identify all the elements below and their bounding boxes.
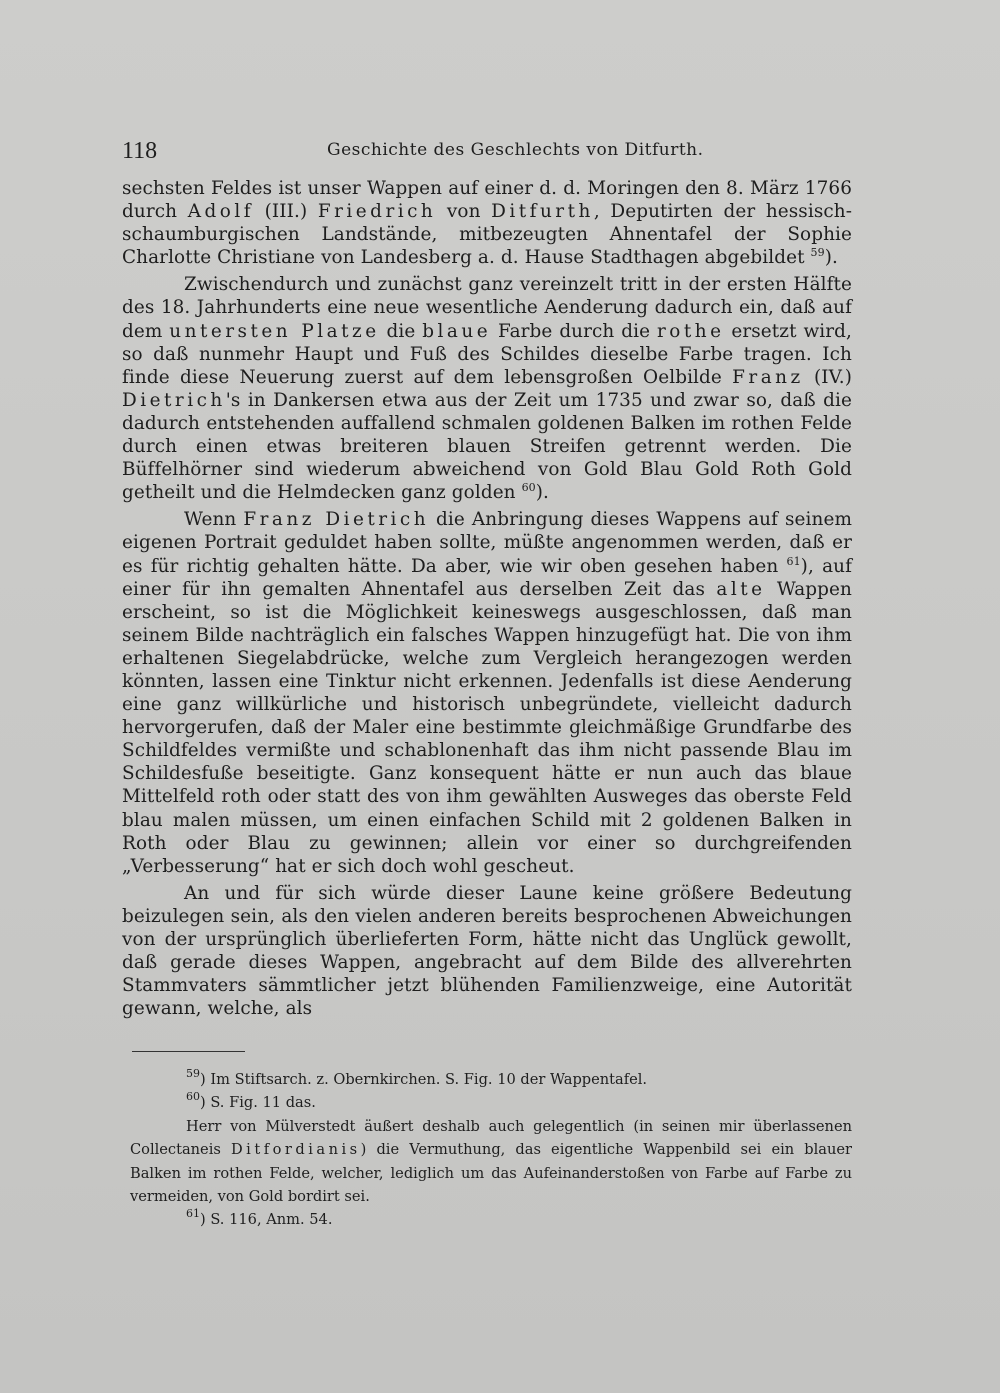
body-paragraph — [122, 177, 852, 269]
text-run: , Deputirten der hessisch-schaumburgischen Landstände, mitbezeugten Ahnentafel der Sophie Charlotte Christiane von Landesberg a. d. Hause Stadthagen abgebildet — [122, 201, 853, 269]
footnote-divider — [132, 1051, 245, 1052]
footnote — [130, 1115, 852, 1209]
footnote — [130, 1091, 852, 1114]
text-run: ), auf einer für ihn gemalten Ahnentafel aus derselben Zeit das — [122, 555, 852, 600]
text-run: An und für sich würde dieser Laune keine größere Bedeutung beizulegen sein, als den vielen anderen bereits besprochenen Abweichungen von der ursprünglich überlieferten Form, hätte nicht das Unglück gewollt, daß gerade dieses Wappen, angebracht auf dem Bilde des allverehrten Stammvaters sämmtlicher jetzt blühenden Familienzweige, eine Autorität gewann, welche, als — [122, 882, 852, 1020]
footnote — [130, 1208, 852, 1231]
footnote-reference: 61 — [186, 1207, 200, 1221]
emphasized-text: Dietrich — [122, 389, 226, 411]
text-run: ) S. 116, Anm. 54. — [200, 1211, 333, 1229]
footnote-reference: 59 — [810, 246, 825, 260]
emphasized-text: rothe — [657, 320, 725, 342]
page-header — [122, 138, 852, 170]
footnote-reference: 61 — [786, 554, 801, 568]
text-run: Herr von Mülverstedt äußert deshalb auch gelegentlich (in seinen mir überlassenen Collectaneis — [130, 1117, 852, 1159]
body-paragraph — [122, 508, 852, 878]
text-run: ). — [824, 247, 838, 269]
emphasized-text: blaue — [422, 320, 492, 342]
emphasized-text: Adolf — [187, 201, 255, 223]
body-text — [122, 177, 852, 1020]
emphasized-text: Ditfordianis — [230, 1141, 361, 1159]
footnotes — [130, 1068, 852, 1232]
text-run: (IV.) — [803, 366, 852, 388]
text-run: ersetzt wird, so daß nunmehr Haupt und Fuß des Schildes dieselbe Farbe tragen. Ich finde diese Neuerung zuerst auf dem lebensgroßen Oelbilde — [122, 320, 852, 388]
text-run: ) Im Stiftsarch. z. Obernkirchen. S. Fig. 10 der Wappentafel. — [200, 1071, 648, 1088]
text-run: ). — [535, 482, 550, 504]
text-run: Wappen erscheint, so ist die Möglichkeit keineswegs ausgeschlossen, daß man seinem Bilde nachträglich ein falsches Wappen hinzugefügt hat. Die von ihm erhaltenen Siegelabdrücke, welche zum Vergleich herangezogen werden könnten, lassen eine Tinktur nicht erkennen. Jedenfalls ist diese Aenderung eine ganz willkürliche und historisch unbegründete, vielleicht dadurch hervorgerufen, daß der Maler eine bestimmte gleichmäßige Grundfarbe des Schildfeldes vermißte und schablonenhaft das ihm nicht passende Blau im Schildesfuße beseitigte. Ganz konsequent hätte er nun auch das blaue Mittelfeld roth oder statt des von ihm gewählten Ausweges das oberste Feld blau malen müssen, um einen einfachen Schild mit 2 goldenen Balken in Roth oder Blau zu gewinnen; allein vor einer so durchgreifenden „Verbesserung“ hat er sich doch wohl gescheut. — [122, 578, 852, 877]
emphasized-text: untersten Platze — [169, 320, 380, 342]
emphasized-text: alte — [716, 578, 766, 600]
text-run: 's in Dankersen etwa aus der Zeit um 1735 und zwar so, daß die dadurch entstehenden auffallend schmalen goldenen Balken im rothen Felde durch einen etwas breiteren blauen Streifen getrennt werden. Die Büffelhörner sind wiederum abweichend von Gold Blau Gold Roth Gold getheilt und die Helmdecken ganz golden — [122, 389, 852, 504]
emphasized-text: Ditfurth — [491, 201, 594, 223]
footnote-reference: 60 — [521, 481, 536, 495]
emphasized-text: Franz Dietrich — [243, 509, 430, 531]
footnote-reference: 60 — [186, 1090, 200, 1104]
text-run: (III.) — [254, 201, 318, 223]
text-run: von — [436, 201, 492, 223]
emphasized-text: Franz — [732, 366, 804, 388]
text-run: sechsten Feldes ist unser Wappen auf einer d. d. Moringen den 8. März 1766 durch — [122, 178, 852, 223]
footnote-reference: 59 — [186, 1067, 200, 1080]
body-paragraph — [122, 273, 852, 504]
text-run: die — [379, 320, 423, 342]
text-run: ) die Vermuthung, das eigentliche Wappenbild sei ein blauer Balken im rothen Felde, welcher, lediglich um das Aufeinanderstoßen von Farbe auf Farbe zu vermeiden, von Gold bordirt sei. — [130, 1141, 852, 1206]
page-number: 118 — [122, 138, 158, 164]
text-run: die Anbringung dieses Wappens auf seinem eigenen Portrait geduldet haben sollte, müßte angenommen werden, daß er es für richtig gehalten hätte. Da aber, wie wir oben gesehen haben — [122, 509, 852, 577]
text-run: Wenn — [184, 509, 244, 531]
footnote — [130, 1068, 852, 1091]
body-paragraph — [122, 882, 852, 1021]
text-run: Zwischendurch und zunächst ganz vereinzelt tritt in der ersten Hälfte des 18. Jahrhunderts eine neue wesentliche Aenderung dadurch ein, daß auf dem — [122, 274, 852, 342]
emphasized-text: Friedrich — [317, 201, 437, 223]
text-run: Farbe durch die — [491, 320, 658, 342]
text-run: ) S. Fig. 11 das. — [200, 1094, 316, 1112]
running-title: Geschichte des Geschlechts von Ditfurth. — [327, 140, 704, 160]
